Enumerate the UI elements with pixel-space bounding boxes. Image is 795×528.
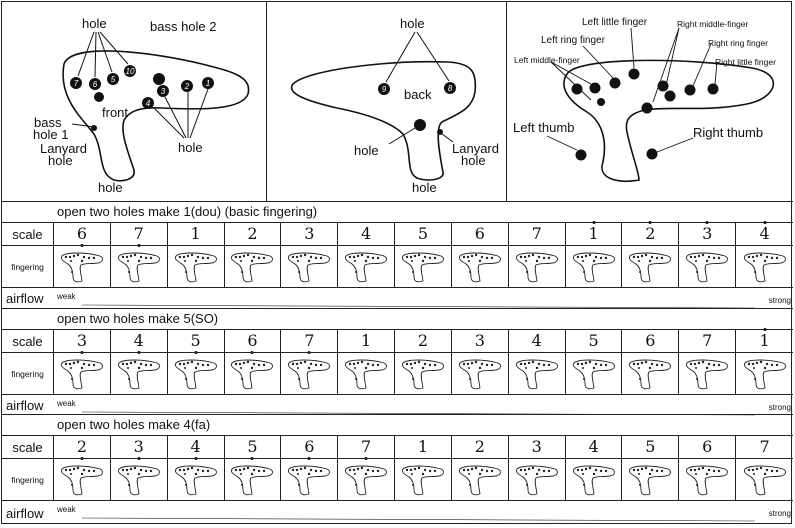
scale-cell (111, 436, 168, 458)
scale-cell (622, 330, 679, 352)
hole-label-bottom: hole (98, 180, 123, 195)
mini-ocarina-icon (572, 463, 616, 497)
scale-cell (566, 330, 623, 352)
mini-ocarina-icon (117, 250, 161, 284)
mini-ocarina-icon (117, 463, 161, 497)
fingering-cell (281, 353, 338, 394)
mini-ocarina-icon (685, 357, 729, 391)
right-ring-finger-label: Right ring finger (708, 38, 769, 48)
scale-cell (225, 223, 282, 245)
fingering-cell (679, 353, 736, 394)
scale-cell (452, 223, 509, 245)
section-title: open two holes make 4(fa) (2, 414, 793, 435)
scale-note: 4 (531, 331, 542, 350)
section-title: open two holes make 5(SO) (2, 308, 793, 329)
mini-ocarina-icon (287, 357, 331, 391)
left-middle-finger-label: Left middle-finger (514, 55, 580, 65)
fingering-row (2, 245, 793, 287)
fingering-cell (225, 353, 282, 394)
octave-dot-above (592, 221, 595, 224)
scale-note: 5 (645, 437, 656, 456)
scale-note: 7 (759, 437, 770, 456)
hole-number-1: 1 (205, 79, 211, 88)
back-lanyard-label-line2: hole (461, 153, 486, 168)
fingering-cell (395, 246, 452, 287)
scale-label: scale (2, 330, 54, 352)
scale-cell (452, 330, 509, 352)
scale-cell (395, 330, 452, 352)
fingering-cell (395, 353, 452, 394)
hole-label-top: hole (82, 16, 107, 31)
scale-row (2, 222, 793, 245)
fingering-cell (54, 246, 111, 287)
back-hole-label-top: hole (400, 16, 425, 31)
mini-ocarina-icon (344, 357, 388, 391)
scale-cell (225, 436, 282, 458)
fingering-cell (509, 246, 566, 287)
scale-cell (54, 330, 111, 352)
mini-ocarina-icon (174, 357, 218, 391)
mini-ocarina-icon (628, 250, 672, 284)
fingering-row (2, 458, 793, 500)
mini-ocarina-icon (174, 250, 218, 284)
fingering-cell (111, 459, 168, 500)
scale-note: 3 (474, 331, 485, 350)
scale-note: 7 (361, 439, 371, 455)
left-little-finger-label: Left little finger (582, 17, 648, 28)
mini-ocarina-icon (230, 463, 274, 497)
hole-number-2: 2 (184, 82, 190, 91)
fingering-cell (452, 246, 509, 287)
scale-note: 7 (531, 224, 542, 243)
back-hole-label-bottom: hole (412, 180, 437, 195)
mini-ocarina-icon (287, 250, 331, 284)
scale-cell (168, 436, 225, 458)
mini-ocarina-icon (287, 463, 331, 497)
hole-number-8: 8 (447, 84, 453, 93)
fingering-cell (225, 246, 282, 287)
weak-label: weak (57, 505, 76, 514)
scale-cell (622, 223, 679, 245)
back-hole-label-left: hole (354, 143, 379, 158)
fingering-cell (509, 459, 566, 500)
right-middle-finger-label: Right middle-finger (677, 19, 749, 29)
mini-ocarina-icon (60, 357, 104, 391)
octave-dot-above (763, 328, 766, 331)
strong-label: strong (768, 509, 791, 518)
fingering-cell (736, 353, 793, 394)
hole-label-right: hole (178, 140, 203, 155)
scale-cell (736, 223, 793, 245)
scale-note: 1 (417, 437, 429, 456)
scale-note: 2 (417, 331, 429, 350)
left-ring-finger-label: Left ring finger (541, 35, 605, 46)
scale-note: 1 (361, 331, 372, 350)
fingering-cell (168, 459, 225, 500)
scale-note: 6 (304, 439, 314, 455)
fingering-cell (281, 459, 338, 500)
scale-cell (395, 436, 452, 458)
mini-ocarina-icon (743, 250, 787, 284)
mini-ocarina-icon (515, 357, 559, 391)
scale-note: 1 (190, 224, 201, 243)
fingering-cell (111, 353, 168, 394)
strong-label: strong (768, 403, 791, 412)
hole-number-6: 6 (92, 80, 98, 89)
fingering-cell (566, 459, 623, 500)
octave-dot-above (706, 221, 709, 224)
fingering-cell (509, 353, 566, 394)
scale-note: 5 (588, 331, 599, 350)
fingering-cell (168, 246, 225, 287)
ocarina-back-drawing (267, 2, 506, 201)
mini-ocarina-icon (458, 250, 502, 284)
front-view-diagram (2, 2, 266, 201)
scale-cell (736, 436, 793, 458)
scale-cell (509, 330, 566, 352)
scale-cell (281, 330, 338, 352)
fingering-cell (736, 459, 793, 500)
scale-row (2, 329, 793, 352)
scale-cell (509, 223, 566, 245)
fingering-label: fingering (2, 459, 54, 500)
mini-ocarina-icon (515, 250, 559, 284)
scale-cell (225, 330, 282, 352)
scale-note: 4 (134, 333, 144, 349)
scale-note: 6 (77, 226, 87, 242)
hole-number-10: 10 (125, 67, 135, 76)
airflow-label: airflow (6, 290, 44, 306)
scale-note: 6 (645, 331, 656, 350)
airflow-arrow (82, 510, 755, 528)
scale-note: 7 (702, 331, 713, 350)
fingering-cell (622, 246, 679, 287)
weak-label: weak (57, 292, 76, 301)
scale-note: 3 (77, 333, 87, 349)
section-title: open two holes make 1(dou) (basic fingering) (2, 201, 793, 222)
mini-ocarina-icon (117, 357, 161, 391)
scale-note: 1 (759, 333, 769, 349)
scale-note: 1 (588, 226, 598, 242)
fingering-cell (736, 246, 793, 287)
fingering-cell (338, 459, 395, 500)
scale-cell (281, 223, 338, 245)
airflow-row (2, 500, 793, 526)
mini-ocarina-icon (401, 357, 445, 391)
left-thumb-label: Left thumb (513, 120, 575, 135)
scale-cell (338, 223, 395, 245)
scale-note: 3 (531, 437, 542, 456)
weak-label: weak (57, 399, 76, 408)
hole-number-9: 9 (381, 85, 387, 94)
fingering-cell (111, 246, 168, 287)
scale-cell (168, 330, 225, 352)
mini-ocarina-icon (743, 463, 787, 497)
fingering-cell (338, 246, 395, 287)
mini-ocarina-icon (628, 463, 672, 497)
scale-note: 7 (304, 333, 314, 349)
mini-ocarina-icon (230, 357, 274, 391)
scale-cell (54, 436, 111, 458)
scale-note: 5 (417, 224, 429, 243)
arrow-line-icon (82, 517, 755, 523)
mini-ocarina-icon (685, 463, 729, 497)
hole-number-7: 7 (73, 79, 79, 88)
finger-position-diagram (506, 2, 794, 201)
scale-note: 4 (759, 226, 769, 242)
ocarina-finger-drawing (507, 2, 794, 201)
scale-note: 3 (134, 439, 144, 455)
scale-cell (168, 223, 225, 245)
scale-note: 2 (247, 224, 258, 243)
scale-cell (679, 330, 736, 352)
front-label: front (102, 105, 129, 120)
scale-note: 4 (588, 437, 599, 456)
scale-cell (566, 223, 623, 245)
bass-hole-1-label-line1: bass (34, 115, 62, 130)
bass-hole-2-label: bass hole 2 (150, 19, 217, 34)
scale-note: 4 (361, 224, 372, 243)
fingering-cell (395, 459, 452, 500)
fingering-chart (1, 1, 792, 524)
hole-number-3: 3 (160, 87, 166, 96)
fingering-cell (225, 459, 282, 500)
fingering-label: fingering (2, 353, 54, 394)
lanyard-hole-label-line2: hole (48, 153, 73, 168)
scale-cell (338, 330, 395, 352)
bass-hole-1-label-line2: hole 1 (33, 127, 69, 142)
scale-cell (566, 436, 623, 458)
airflow-row (2, 394, 793, 415)
fingering-cell (54, 353, 111, 394)
fingering-cell (338, 353, 395, 394)
mini-ocarina-icon (344, 250, 388, 284)
scale-cell (111, 223, 168, 245)
scale-note: 6 (247, 333, 257, 349)
mini-ocarina-icon (60, 463, 104, 497)
right-little-finger-label: Right little finger (715, 57, 776, 67)
mini-ocarina-icon (458, 357, 502, 391)
mini-ocarina-icon (344, 463, 388, 497)
airflow-row (2, 287, 793, 308)
scale-note: 3 (304, 224, 315, 243)
ocarina-front-drawing (2, 2, 266, 201)
hole-number-4: 4 (145, 99, 151, 108)
mini-ocarina-icon (401, 250, 445, 284)
mini-ocarina-icon (685, 250, 729, 284)
scale-row (2, 435, 793, 458)
fingering-cell (452, 353, 509, 394)
fingering-cell (679, 459, 736, 500)
scale-cell (679, 436, 736, 458)
scale-note: 6 (702, 437, 713, 456)
scale-cell (509, 436, 566, 458)
hole-number-5: 5 (110, 75, 116, 84)
mini-ocarina-icon (230, 250, 274, 284)
scale-cell (111, 330, 168, 352)
mini-ocarina-icon (572, 250, 616, 284)
mini-ocarina-icon (572, 357, 616, 391)
scale-note: 7 (134, 226, 144, 242)
scale-cell (679, 223, 736, 245)
mini-ocarina-icon (174, 463, 218, 497)
fingering-cell (452, 459, 509, 500)
scale-note: 6 (474, 224, 485, 243)
back-lanyard-label-line1: Lanyard (452, 141, 499, 156)
octave-dot-above (763, 221, 766, 224)
fingering-cell (566, 246, 623, 287)
fingering-cell (168, 353, 225, 394)
scale-cell (452, 436, 509, 458)
scale-cell (736, 330, 793, 352)
scale-note: 4 (191, 439, 201, 455)
scale-cell (281, 436, 338, 458)
scale-note: 5 (247, 439, 257, 455)
fingering-cell (622, 459, 679, 500)
fingering-cell (566, 353, 623, 394)
scale-note: 3 (702, 226, 712, 242)
scale-cell (54, 223, 111, 245)
back-view-diagram (266, 2, 506, 201)
fingering-row (2, 352, 793, 394)
fingering-cell (281, 246, 338, 287)
octave-dot-above (649, 221, 652, 224)
airflow-label: airflow (6, 506, 44, 521)
mini-ocarina-icon (401, 463, 445, 497)
scale-label: scale (2, 436, 54, 458)
scale-label: scale (2, 223, 54, 245)
mini-ocarina-icon (458, 463, 502, 497)
mini-ocarina-icon (628, 357, 672, 391)
scale-note: 5 (191, 333, 201, 349)
scale-note: 2 (474, 437, 485, 456)
right-thumb-label: Right thumb (693, 125, 764, 140)
fingering-cell (622, 353, 679, 394)
airflow-label: airflow (6, 397, 44, 413)
fingering-label: fingering (2, 246, 54, 287)
strong-label: strong (768, 296, 791, 305)
back-label: back (404, 87, 432, 102)
scale-note: 2 (77, 439, 87, 455)
mini-ocarina-icon (60, 250, 104, 284)
fingering-cell (54, 459, 111, 500)
scale-cell (338, 436, 395, 458)
scale-cell (395, 223, 452, 245)
scale-note: 2 (645, 226, 655, 242)
mini-ocarina-icon (515, 463, 559, 497)
scale-cell (622, 436, 679, 458)
lanyard-hole-label-line1: Lanyard (40, 141, 87, 156)
mini-ocarina-icon (743, 357, 787, 391)
fingering-cell (679, 246, 736, 287)
